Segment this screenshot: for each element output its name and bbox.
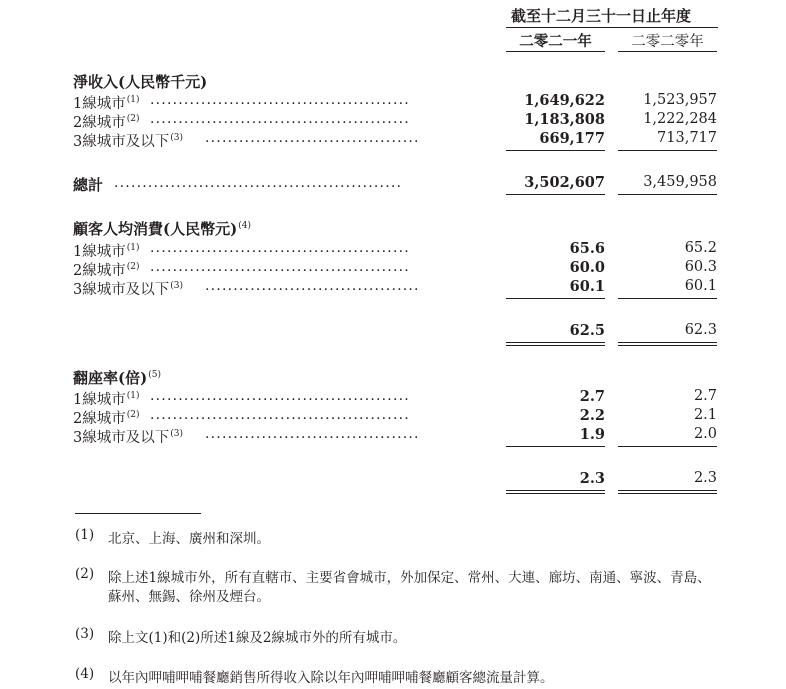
column-2020-header: 二零二零年 xyxy=(631,34,704,50)
turnover-total-double-line-2020 xyxy=(618,490,717,494)
net-revenue-subtotal-line-2020 xyxy=(618,150,717,151)
footnote-2-number: (2) xyxy=(75,566,95,582)
spend-total-double-line-2020 xyxy=(618,342,717,346)
turnover-subtotal-line-2021 xyxy=(506,446,605,447)
net-revenue-total-2020: 3,459,958 xyxy=(643,174,717,190)
dot-leader: .............................................. xyxy=(150,92,410,108)
dot-leader: .............................................. xyxy=(150,388,410,404)
dot-leader: ...................................... xyxy=(205,278,420,294)
spend-tier1-2021: 65.6 xyxy=(569,240,605,257)
net-revenue-title: 淨收入(人民幣千元) xyxy=(73,73,208,91)
turnover-tier3-2020: 2.0 xyxy=(693,426,717,442)
spend-row-tier3: 3線城市及以下$^{(3)}$ xyxy=(73,281,183,298)
dot-leader: ...................................... xyxy=(205,426,420,442)
turnover-tier1-2021: 2.7 xyxy=(579,388,605,405)
spend-total-2020: 62.3 xyxy=(684,322,717,338)
spend-subtotal-line-2020 xyxy=(618,298,717,299)
net-revenue-tier1-2021: 1,649,622 xyxy=(524,92,605,109)
spend-row-tier2: 2線城市$^{(2)}$ xyxy=(73,262,140,279)
column-2021-underline xyxy=(506,51,605,52)
turnover-total-2020: 2.3 xyxy=(693,470,717,486)
spend-row-tier1: 1線城市$^{(1)}$ xyxy=(73,243,140,260)
spend-tier3-2020: 60.1 xyxy=(684,278,717,294)
turnover-subtotal-line-2020 xyxy=(618,446,717,447)
spend-total-2021: 62.5 xyxy=(569,322,605,339)
spend-tier2-2020: 60.3 xyxy=(684,259,717,275)
net-revenue-total-line-2021 xyxy=(506,194,605,195)
table-turnover-title: 翻座率(倍)$^{(5)}$ xyxy=(73,369,161,387)
turnover-total-double-line-2021 xyxy=(506,490,605,494)
footnote-2-text-line2: 蘇州、無錫、徐州及煙台。 xyxy=(108,589,270,605)
period-header: 截至十二月三十一日止年度 xyxy=(511,7,692,25)
turnover-row-tier1: 1線城市$^{(1)}$ xyxy=(73,391,140,408)
column-2021-header: 二零二一年 xyxy=(519,33,592,50)
footnote-1-text: 北京、上海、廣州和深圳。 xyxy=(108,531,270,547)
turnover-row-tier2: 2線城市$^{(2)}$ xyxy=(73,410,140,427)
net-revenue-tier2-2020: 1,222,284 xyxy=(643,111,717,127)
dot-leader: .............................................. xyxy=(150,111,410,127)
dot-leader: .............................................. xyxy=(150,240,410,256)
net-revenue-tier1-2020: 1,523,957 xyxy=(643,92,717,108)
turnover-tier3-2021: 1.9 xyxy=(579,426,605,443)
net-revenue-total-line-2020 xyxy=(618,194,717,195)
dot-leader: ...................................... xyxy=(205,130,420,146)
footnote-4-text: 以年內呷哺呷哺餐廳銷售所得收入除以年內呷哺呷哺餐廳顧客總流量計算。 xyxy=(108,670,554,686)
turnover-total-2021: 2.3 xyxy=(579,470,605,487)
footnote-1-number: (1) xyxy=(75,527,95,543)
net-revenue-tier2-2021: 1,183,808 xyxy=(524,111,605,128)
net-revenue-row-tier1: 1線城市$^{(1)}$ xyxy=(73,95,140,112)
turnover-tier2-2021: 2.2 xyxy=(579,407,605,424)
net-revenue-subtotal-line-2021 xyxy=(506,150,605,151)
spend-subtotal-line-2021 xyxy=(506,298,605,299)
turnover-tier1-2020: 2.7 xyxy=(693,388,717,404)
footnote-separator xyxy=(75,513,201,514)
spend-tier2-2021: 60.0 xyxy=(569,259,605,276)
net-revenue-tier3-2020: 713,717 xyxy=(657,130,717,146)
net-revenue-row-tier3: 3線城市及以下$^{(3)}$ xyxy=(73,133,183,150)
footnote-4-number: (4) xyxy=(75,666,95,682)
footnote-2-text-line1: 除上述1線城市外，所有直轄市、主要省會城市，外加保定、常州、大連、廊坊、南通、寧波、青島、 xyxy=(108,570,711,586)
net-revenue-row-tier2: 2線城市$^{(2)}$ xyxy=(73,114,140,131)
spend-total-double-line-2021 xyxy=(506,342,605,346)
net-revenue-tier3-2021: 669,177 xyxy=(539,130,605,147)
turnover-tier2-2020: 2.1 xyxy=(693,407,717,423)
spend-tier1-2020: 65.2 xyxy=(684,240,717,256)
turnover-row-tier3: 3線城市及以下$^{(3)}$ xyxy=(73,429,183,446)
dot-leader: .............................................. xyxy=(150,407,410,423)
dot-leader: .............................................. xyxy=(150,259,410,275)
column-2020-underline xyxy=(618,51,717,52)
spend-tier3-2021: 60.1 xyxy=(569,278,605,295)
net-revenue-total-label: 總計 xyxy=(73,176,104,194)
header-underline xyxy=(506,27,718,28)
spend-per-guest-title: 顧客人均消費(人民幣元)$^{(4)}$ xyxy=(73,220,251,238)
footnote-3-text: 除上文(1)和(2)所述1線及2線城市外的所有城市。 xyxy=(108,630,407,646)
footnote-3-number: (3) xyxy=(75,626,95,642)
dot-leader: ................................................... xyxy=(114,175,403,191)
net-revenue-total-2021: 3,502,607 xyxy=(524,174,605,191)
